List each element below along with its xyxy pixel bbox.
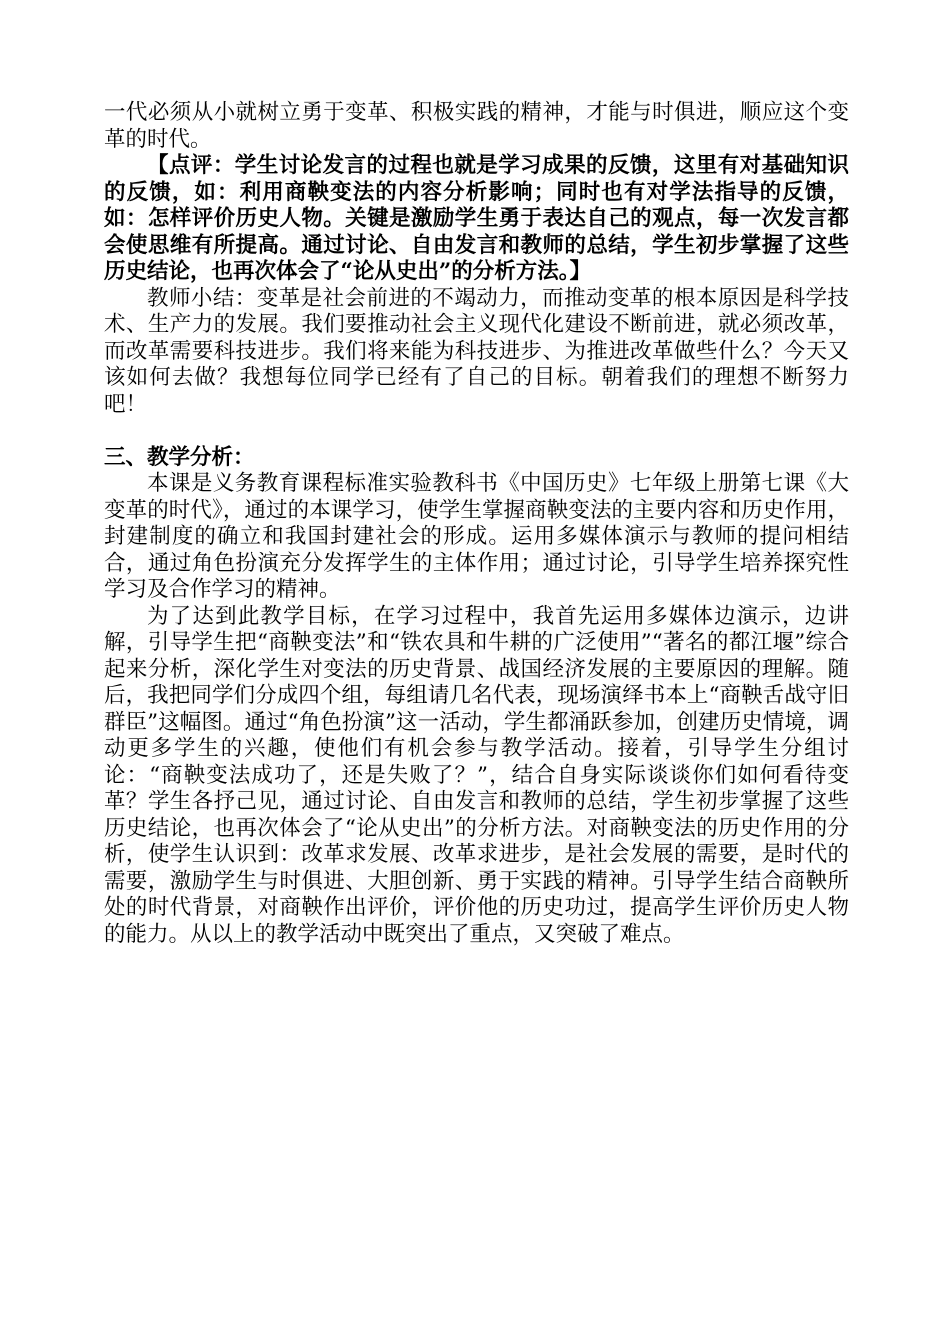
section-heading: 三、教学分析： <box>104 444 255 470</box>
analysis-paragraph-1: 本课是义务教育课程标准实验教科书《中国历史》七年级上册第七课《大变革的时代》，通过的本课学习，使学生掌握商鞅变法的主要内容和历史作用，封建制度的确立和我国封建社会的形成。运用多媒体演示与教师的提问相结合，通过角色扮演充分发挥学生的主体作用；通过讨论，引导学生培养探究性学习及合作学习的精神。 <box>104 471 849 602</box>
document-page <box>104 100 849 948</box>
commentary-paragraph: 【点评：学生讨论发言的过程也就是学习成果的反馈，这里有对基础知识的反馈，如：利用商鞅变法的内容分析影响；同时也有对学法指导的反馈，如：怎样评价历史人物。关键是激励学生勇于表达自己的观点，每一次发言都会使思维有所提高。通过讨论、自由发言和教师的总结，学生初步掌握了这些历史结论，也再次体会了“论从史出”的分析方法。】 <box>104 153 849 284</box>
blank-line <box>104 418 849 445</box>
paragraph-continuation: 一代必须从小就树立勇于变革、积极实践的精神，才能与时俱进，顺应这个变革的时代。 <box>104 100 849 152</box>
analysis-paragraph-2: 为了达到此教学目标，在学习过程中，我首先运用多媒体边演示，边讲解，引导学生把“商鞅变法”和“铁农具和牛耕的广泛使用”“著名的都江堰”综合起来分析，深化学生对变法的历史背景、战国经济发展的主要原因的理解。随后，我把同学们分成四个组，每组请几名代表，现场演绎书本上“商鞅舌战守旧群臣”这幅图。通过“角色扮演”这一活动，学生都涌跃参加，创建历史情境，调动更多学生的兴趣，使他们有机会参与教学活动。接着，引导学生分组讨论：“商鞅变法成功了，还是失败了？”，结合自身实际谈谈你们如何看待变革？学生各抒己见，通过讨论、自由发言和教师的总结，学生初步掌握了这些历史结论，也再次体会了“论从史出”的分析方法。对商鞅变法的历史作用的分析，使学生认识到：改革求发展、改革求进步，是社会发展的需要，是时代的需要，激励学生与时俱进、大胆创新、勇于实践的精神。引导学生结合商鞅所处的时代背景，对商鞅作出评价，评价他的历史功过，提高学生评价历史人物的能力。从以上的教学活动中既突出了重点，又突破了难点。 <box>104 603 849 947</box>
teacher-summary-paragraph: 教师小结：变革是社会前进的不竭动力，而推动变革的根本原因是科学技术、生产力的发展。我们要推动社会主义现代化建设不断前进，就必须改革，而改革需要科技进步。我们将来能为科技进步、为推进改革做些什么？今天又该如何去做？我想每位同学已经有了自己的目标。朝着我们的理想不断努力吧！ <box>104 285 849 417</box>
